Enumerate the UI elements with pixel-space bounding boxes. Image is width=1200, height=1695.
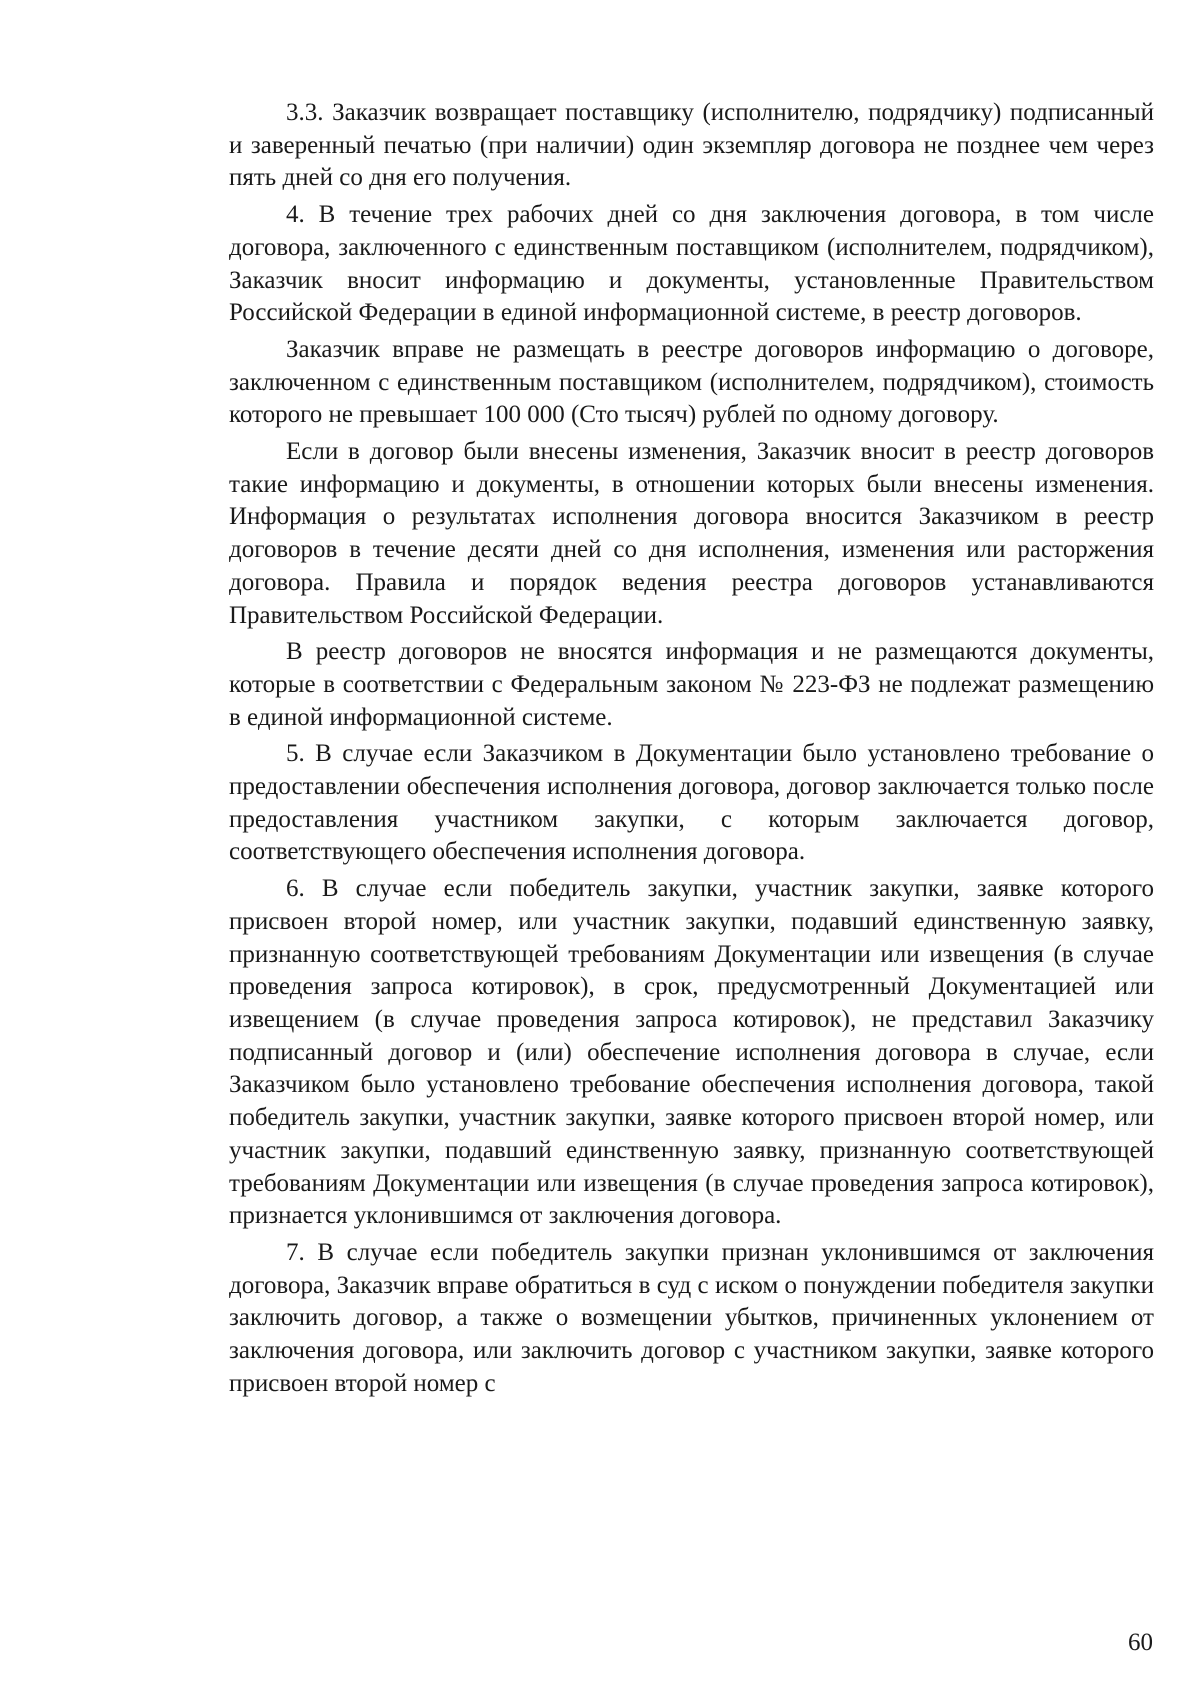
paragraph-4-exemption: Заказчик вправе не размещать в реестре договоров информацию о договоре, заключенном с единственным поставщиком (исполнителем, подрядчиком), стоимость которого не превышает 100 000 (Сто тысяч) рублей по одному договору.: [229, 335, 1154, 429]
page-number: 60: [1128, 1629, 1153, 1656]
paragraph-4-not-entered: В реестр договоров не вносятся информация и не размещаются документы, которые в соответствии с Федеральным законом № 223-ФЗ не подлежат размещению в единой информационной системе.: [229, 638, 1154, 731]
paragraph-3-3: 3.3. Заказчик возвращает поставщику (исполнителю, подрядчику) подписанный и заверенный печатью (при наличии) один экземпляр договора не позднее чем через пять дней со дня его получения.: [229, 99, 1154, 192]
paragraph-4: 4. В течение трех рабочих дней со дня заключения договора, в том числе договора, заключенного с единственным поставщиком (исполнителем, подрядчиком), Заказчик вносит информацию и документы, установленные Правительством Российской Федерации в единой информационной системе, в реестр договоров.: [229, 201, 1154, 327]
document-body: [229, 97, 1154, 1404]
paragraph-7: 7. В случае если победитель закупки признан уклонившимся от заключения договора, Заказчик вправе обратиться в суд с иском о понуждении победителя закупки заключить договор, а также о возмещении убытков, причиненных уклонением от заключения договора, или заключить договор с участником закупки, заявке которого присвоен второй номер с: [229, 1238, 1154, 1397]
paragraph-4-changes: Если в договор были внесены изменения, Заказчик вносит в реестр договоров такие информацию и документы, в отношении которых были внесены изменения. Информация о результатах исполнения договора вносится Заказчиком в реестр договоров в течение десяти дней со дня исполнения, изменения или расторжения договора. Правила и порядок ведения реестра договоров устанавливаются Правительством Российской Федерации.: [229, 438, 1154, 629]
paragraph-6: 6. В случае если победитель закупки, участник закупки, заявке которого присвоен второй номер, или участник закупки, подавший единственную заявку, признанную соответствующей требованиям Документации или извещения (в случае проведения запроса котировок), в срок, предусмотренный Документацией или извещением (в случае проведения запроса котировок), не представил Заказчику подписанный договор и (или) обеспечение исполнения договора в случае, если Заказчиком было установлено требование обеспечения исполнения договора, такой победитель закупки, участник закупки, заявке которого присвоен второй номер, или участник закупки, подавший единственную заявку, признанную соответствующей требованиям Документации или извещения (в случае проведения запроса котировок), признается уклонившимся от заключения договора.: [229, 875, 1154, 1230]
paragraph-5: 5. В случае если Заказчиком в Документации было установлено требование о предоставлении обеспечения исполнения договора, договор заключается только после предоставления участником закупки, с которым заключается договор, соответствующего обеспечения исполнения договора.: [229, 740, 1154, 866]
